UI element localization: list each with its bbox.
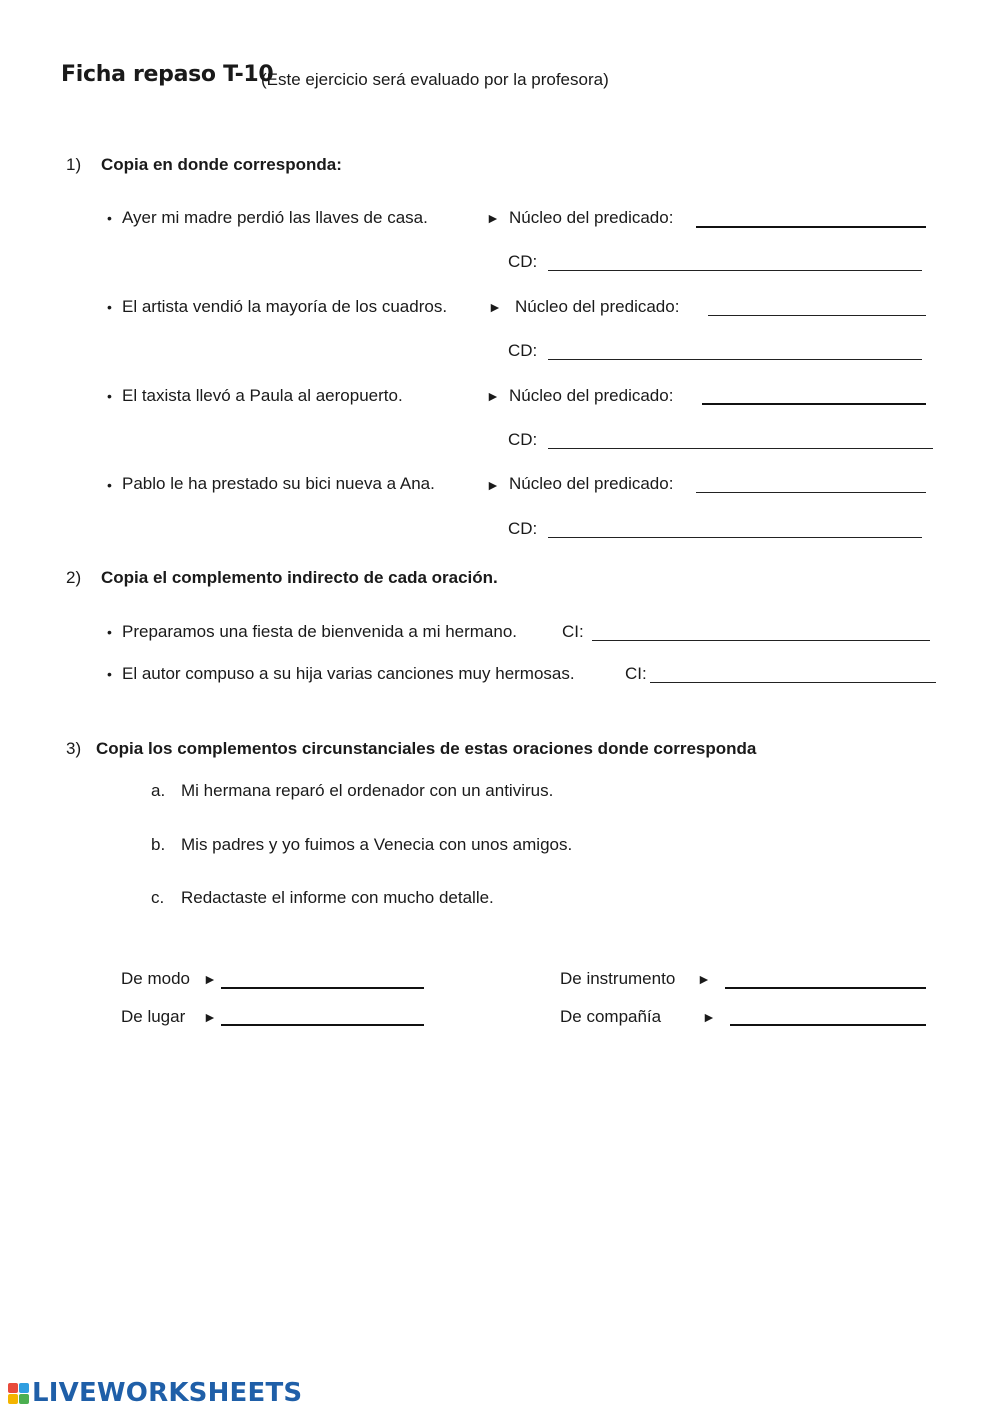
q1-sentence-4: Pablo le ha prestado su bici nueva a Ana.: [122, 474, 435, 493]
bullet-icon: •: [107, 388, 112, 404]
q1-label-nucleo-1: Núcleo del predicado:: [509, 208, 674, 227]
label-de-lugar: De lugar: [121, 1007, 186, 1026]
label-de-instrumento: De instrumento: [560, 969, 676, 988]
question-3-number: 3): [66, 739, 82, 758]
q3-letter-b: b.: [151, 835, 166, 854]
q1-sentence-2: El artista vendió la mayoría de los cuadros.: [122, 297, 448, 316]
answer-line-ci-1[interactable]: [592, 640, 930, 641]
question-1-instruction: Copia en donde corresponda:: [101, 155, 342, 174]
label-de-modo: De modo: [121, 969, 190, 988]
arrow-icon: ►: [203, 971, 217, 987]
q3-sentence-c: Redactaste el informe con mucho detalle.: [181, 888, 494, 907]
answer-line-ci-2[interactable]: [650, 682, 936, 683]
label-de-compania: De compañía: [560, 1007, 662, 1026]
liveworksheets-logo: [8, 1378, 302, 1408]
logo-blocks-icon: [8, 1383, 29, 1404]
q3-sentence-a: Mi hermana reparó el ordenador con un antivirus.: [181, 781, 554, 800]
answer-line-nucleo-2[interactable]: [708, 315, 926, 316]
bullet-icon: •: [107, 624, 112, 640]
answer-line-nucleo-1[interactable]: [696, 226, 926, 228]
question-3-instruction: Copia los complementos circunstanciales de estas oraciones donde corresponda: [96, 739, 757, 758]
bullet-icon: •: [107, 477, 112, 493]
question-2-instruction: Copia el complemento indirecto de cada oración.: [101, 568, 498, 587]
q1-label-nucleo-4: Núcleo del predicado:: [509, 474, 674, 493]
bullet-icon: •: [107, 210, 112, 226]
answer-line-cd-1[interactable]: [548, 270, 922, 271]
question-1-number: 1): [66, 155, 82, 174]
arrow-icon: ►: [702, 1009, 716, 1025]
logo-block: [8, 1383, 18, 1393]
q2-label-ci-1: CI:: [562, 622, 584, 641]
answer-line-nucleo-4[interactable]: [696, 492, 926, 493]
answer-line-cd-2[interactable]: [548, 359, 922, 360]
answer-line-cd-3[interactable]: [548, 448, 933, 449]
logo-block: [19, 1394, 29, 1404]
arrow-icon: ►: [697, 971, 711, 987]
arrow-icon: ►: [488, 299, 502, 315]
answer-line-instrumento[interactable]: [725, 987, 926, 989]
q2-label-ci-2: CI:: [625, 664, 647, 683]
answer-line-compania[interactable]: [730, 1024, 926, 1026]
answer-line-lugar[interactable]: [221, 1024, 424, 1026]
logo-text: LIVEWORKSHEETS: [32, 1378, 303, 1408]
q1-label-cd-2: CD:: [508, 341, 538, 360]
q1-label-cd-3: CD:: [508, 430, 538, 449]
q1-label-nucleo-3: Núcleo del predicado:: [509, 386, 674, 405]
q3-letter-c: c.: [151, 888, 165, 907]
q3-letter-a: a.: [151, 781, 166, 800]
q3-sentence-b: Mis padres y yo fuimos a Venecia con unos amigos.: [181, 835, 573, 854]
page-subtitle: (Este ejercicio será evaluado por la profesora): [261, 70, 609, 89]
bullet-icon: •: [107, 299, 112, 315]
q1-label-cd-4: CD:: [508, 519, 538, 538]
answer-line-nucleo-3[interactable]: [702, 403, 926, 405]
q2-sentence-1: Preparamos una fiesta de bienvenida a mi hermano.: [122, 622, 518, 641]
answer-line-modo[interactable]: [221, 987, 424, 989]
arrow-icon: ►: [486, 388, 500, 404]
question-2-number: 2): [66, 568, 82, 587]
q1-label-cd-1: CD:: [508, 252, 538, 271]
q1-label-nucleo-2: Núcleo del predicado:: [515, 297, 680, 316]
logo-block: [8, 1394, 18, 1404]
arrow-icon: ►: [486, 477, 500, 493]
q1-sentence-3: El taxista llevó a Paula al aeropuerto.: [122, 386, 403, 405]
q2-sentence-2: El autor compuso a su hija varias canciones muy hermosas.: [122, 664, 575, 683]
arrow-icon: ►: [486, 210, 500, 226]
answer-line-cd-4[interactable]: [548, 537, 922, 538]
arrow-icon: ►: [203, 1009, 217, 1025]
q1-sentence-1: Ayer mi madre perdió las llaves de casa.: [122, 208, 428, 227]
page-title: Ficha repaso T-10: [61, 62, 274, 87]
logo-block: [19, 1383, 29, 1393]
bullet-icon: •: [107, 666, 112, 682]
